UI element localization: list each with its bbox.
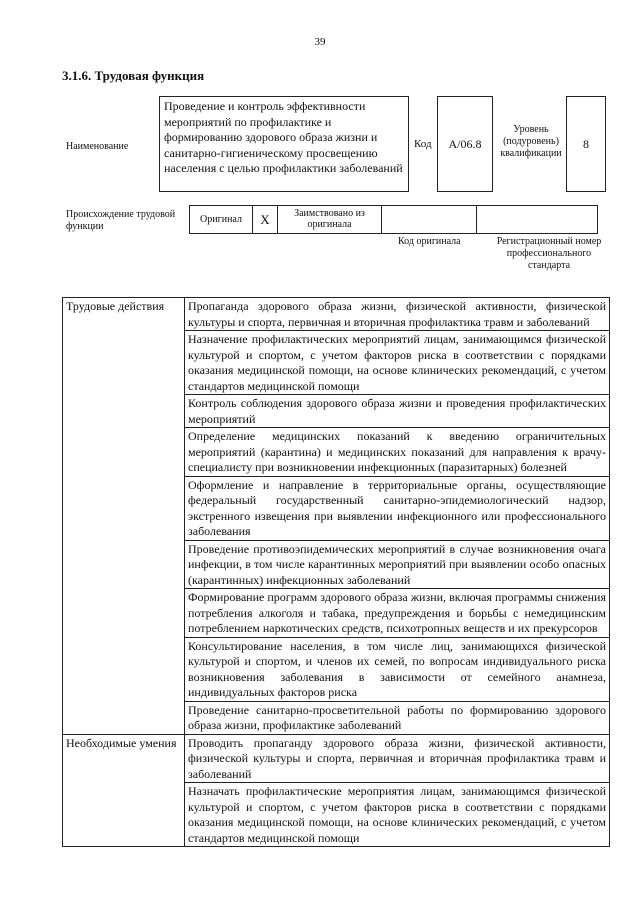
original-code-cell bbox=[381, 205, 477, 234]
function-details-table bbox=[62, 297, 610, 847]
origin-label: Происхождение трудовой функции bbox=[66, 209, 176, 232]
code-label: Код bbox=[414, 138, 432, 150]
section-item: Определение медицинских показаний к введению ограничительных мероприятий (карантина) и медицинских показаний для направления к врачу-специалисту при возникновении инфекционных (паразитарных) болезней bbox=[185, 428, 610, 477]
reg-number-label: Регистрационный номер профессионального стандарта bbox=[496, 236, 602, 271]
section-item: Назначать профилактические мероприятия лицам, занимающимся физической культурой и спортом, с учетом факторов риска в соответствии с порядками оказания медицинской помощи, на основе клинических рекомендаций, с учетом стандартов медицинской помощи bbox=[185, 783, 610, 847]
original-code-label: Код оригинала bbox=[398, 236, 461, 247]
section-item: Пропаганда здорового образа жизни, физической активности, физической культуры и спорта, первичная и вторичная профилактика травм и заболеваний bbox=[185, 298, 610, 331]
section-item: Проведение санитарно-просветительной работы по формированию здорового образа жизни, профилактике заболеваний bbox=[185, 701, 610, 734]
section-item: Оформление и направление в территориальные органы, осуществляющие федеральный государственный санитарно-эпидемиологический надзор, экстренного извещения при выявлении инфекционного или профессионального заболевания bbox=[185, 476, 610, 540]
original-label: Оригинал bbox=[189, 205, 253, 234]
original-mark: X bbox=[252, 205, 278, 234]
table-row bbox=[63, 734, 610, 783]
reg-number-cell bbox=[476, 205, 598, 234]
name-label: Наименование bbox=[66, 141, 129, 152]
section-item: Формирование программ здорового образа жизни, включая программы снижения потребления алкоголя и табака, предупреждения и борьбы с немедицинским потреблением наркотических средств, психотропных веществ и их прекурсоров bbox=[185, 589, 610, 638]
borrowed-label: Заимствовано из оригинала bbox=[277, 205, 382, 234]
page-number: 39 bbox=[314, 36, 326, 48]
section-label: Необходимые умения bbox=[63, 734, 185, 847]
origin-row bbox=[190, 205, 598, 234]
section-label: Трудовые действия bbox=[63, 298, 185, 735]
function-name: Проведение и контроль эффективности мероприятий по профилактике и формированию здорового образа жизни и санитарно-гигиеническому просвещению населения с целью профилактики заболеваний bbox=[159, 96, 409, 192]
function-code: A/06.8 bbox=[437, 96, 493, 192]
section-title: 3.1.6. Трудовая функция bbox=[62, 68, 205, 83]
section-item: Проведение противоэпидемических мероприятий в случае возникновения очага инфекции, в том числе карантинных мероприятий при выявлении особо опасных (карантинных) инфекционных заболеваний bbox=[185, 540, 610, 589]
qualification-level: 8 bbox=[566, 96, 606, 192]
section-item: Назначение профилактических мероприятий лицам, занимающимся физической культурой и спортом, с учетом факторов риска в соответствии с порядками оказания медицинской помощи, на основе клинических рекомендаций, с учетом стандартов медицинской помощи bbox=[185, 331, 610, 395]
section-item: Проводить пропаганду здорового образа жизни, физической активности, физической культуры и спорта, первичная и вторичная профилактика травм и заболеваний bbox=[185, 734, 610, 783]
section-item: Консультирование населения, в том числе лиц, занимающихся физической культурой и спортом, и членов их семей, по вопросам индивидуального риска возникновения заболевания в зависимости от семейного анамнеза, индивидуальных факторов риска bbox=[185, 637, 610, 701]
level-label: Уровень (подуровень) квалификации bbox=[500, 124, 562, 159]
table-row bbox=[63, 298, 610, 331]
section-item: Контроль соблюдения здорового образа жизни и проведения профилактических мероприятий bbox=[185, 395, 610, 428]
